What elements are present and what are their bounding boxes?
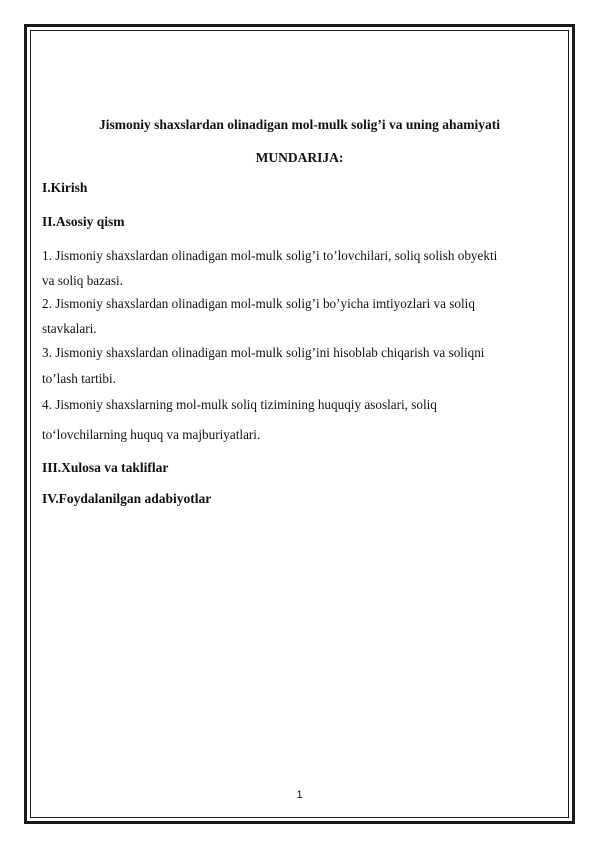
toc-item-3-line-1: 3. Jismoniy shaxslardan olinadigan mol-mulk solig’ini hisoblab chiqarish va soliqni — [42, 345, 485, 360]
page-number: 1 — [296, 789, 303, 801]
table-of-contents-heading: MUNDARIJA: — [255, 150, 344, 165]
section-conclusion: III.Xulosa va takliflar — [42, 460, 169, 475]
toc-item-4-line-1: 4. Jismoniy shaxslarning mol-mulk soliq tizimining huquqiy asoslari, soliq — [42, 397, 437, 412]
toc-item-1-line-1: 1. Jismoniy shaxslardan olinadigan mol-mulk solig’i to’lovchilari, soliq solish obyekti — [42, 248, 498, 263]
section-intro: I.Kirish — [42, 180, 88, 195]
document-title: Jismoniy shaxslardan olinadigan mol-mulk solig’i va uning ahamiyati — [99, 117, 500, 132]
page-border-inner — [30, 30, 569, 818]
section-main: II.Asosiy qism — [42, 214, 125, 229]
toc-item-2-line-2: stavkalari. — [42, 321, 97, 336]
toc-item-3-line-2: to’lash tartibi. — [42, 371, 116, 386]
section-references: IV.Foydalanilgan adabiyotlar — [42, 491, 212, 506]
toc-item-2-line-1: 2. Jismoniy shaxslardan olinadigan mol-mulk solig’i bo’yicha imtiyozlari va soliq — [42, 296, 475, 311]
toc-item-1-line-2: va soliq bazasi. — [42, 273, 123, 288]
toc-item-4-line-2: to‘lovchilarning huquq va majburiyatlari. — [42, 427, 261, 442]
